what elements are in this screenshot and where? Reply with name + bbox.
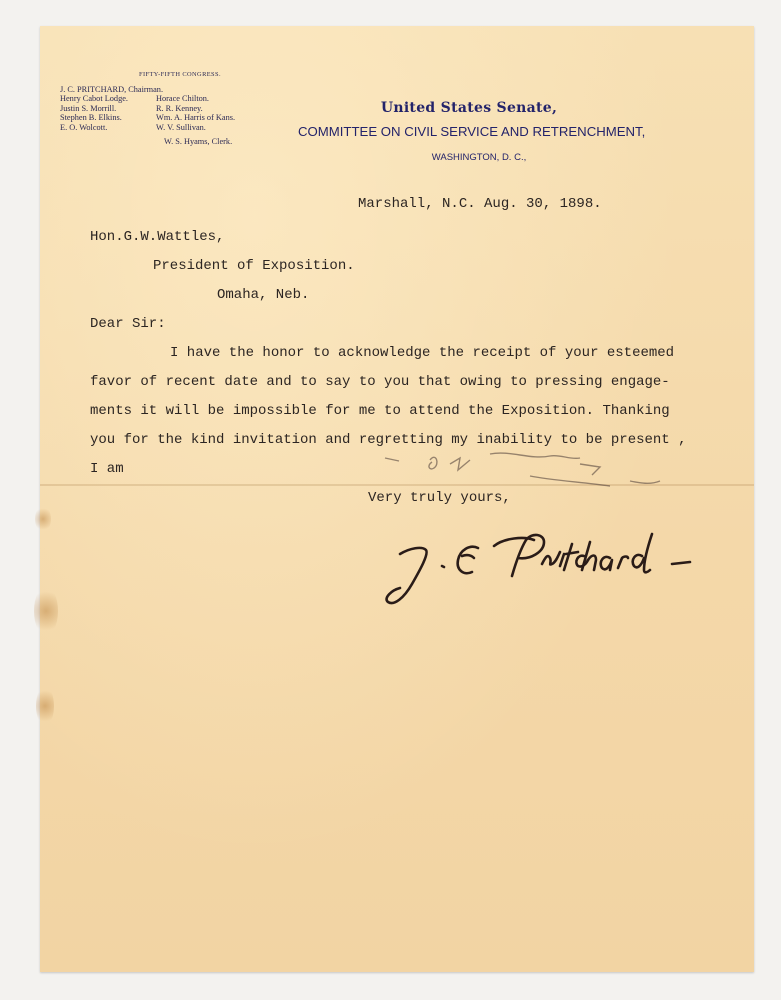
letter-sheet: [40, 26, 754, 972]
member-name: R. R. Kenney.: [156, 103, 203, 113]
member-name: Horace Chilton.: [156, 94, 209, 103]
salutation: Dear Sir:: [90, 316, 166, 332]
member-name: Stephen B. Elkins.: [60, 113, 122, 122]
body-line: I am: [90, 461, 124, 477]
age-stain: [35, 506, 51, 532]
body-line: you for the kind invitation and regretting my inability to be present ,: [90, 432, 687, 448]
clerk: W. S. Hyams, Clerk.: [164, 137, 233, 146]
location-heading: WASHINGTON, D. C.,: [431, 152, 527, 163]
dateline: Marshall, N.C. Aug. 30, 1898.: [358, 196, 602, 212]
member-name: Justin S. Morrill.: [60, 103, 117, 113]
age-stain: [34, 586, 58, 636]
member-name: E. O. Wolcott.: [60, 122, 108, 132]
letterhead-title: [298, 100, 646, 163]
recipient-name: Hon.G.W.Wattles,: [90, 229, 225, 245]
recipient-city: Omaha, Neb.: [217, 287, 310, 303]
handwritten-signature: [366, 504, 711, 606]
age-stain: [36, 686, 54, 726]
congress-label: FIFTY-FIFTH CONGRESS.: [139, 71, 221, 78]
committee-heading: COMMITTEE ON CIVIL SERVICE AND RETRENCHMENT,: [298, 124, 646, 139]
ink-offset-marks: [380, 446, 680, 506]
body-line: favor of recent date and to say to you that owing to pressing engage-: [90, 374, 670, 390]
body-line: ments it will be impossible for me to attend the Exposition. Thanking: [90, 403, 670, 419]
recipient-title: President of Exposition.: [153, 258, 355, 274]
senate-heading: United States Senate,: [380, 100, 558, 116]
committee-roster: [58, 70, 268, 147]
chairman: J. C. PRITCHARD, Chairman.: [60, 84, 164, 94]
body-line: I have the honor to acknowledge the receipt of your esteemed: [170, 345, 675, 361]
member-name: Henry Cabot Lodge.: [60, 94, 128, 103]
closing: Very truly yours,: [368, 490, 511, 506]
member-name: Wm. A. Harris of Kans.: [156, 113, 236, 122]
member-name: W. V. Sullivan.: [156, 122, 206, 132]
